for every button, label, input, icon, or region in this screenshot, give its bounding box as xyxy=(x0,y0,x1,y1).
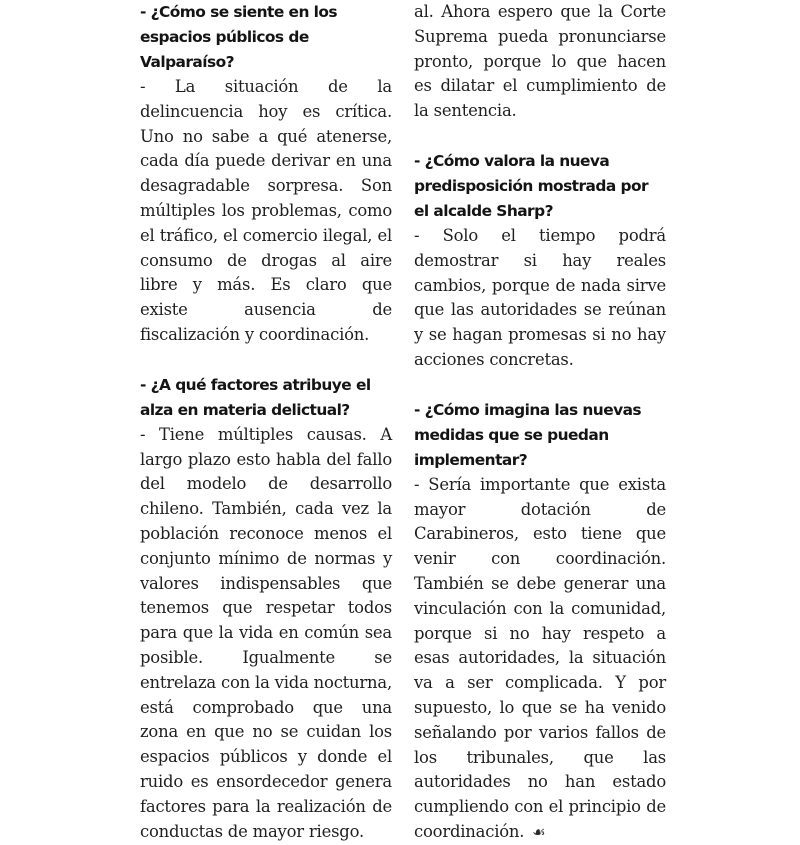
paragraph-gap xyxy=(414,373,666,398)
left-column xyxy=(140,0,392,844)
paragraph-gap xyxy=(140,348,392,373)
continued-answer: al. Ahora espero que la Corte Suprema pueda pronunciarse pronto, porque lo que hacen es dilatar el cumplimiento de la sentencia. xyxy=(414,2,666,121)
answer-mayor-sharp: - Solo el tiempo podrá demostrar si hay reales cambios, porque de nada sirve que las autoridades se reúnan y se hagan promesas si no hay acciones concretas. xyxy=(414,225,666,369)
question-crime-factors: - ¿A qué factores atribuye el alza en materia delictual? xyxy=(140,375,371,419)
answer-crime-factors: - Tiene múltiples causas. A largo plazo esto habla del fallo del modelo de desarrollo chileno. También, cada vez la población reconoce menos el conjunto mínimo de normas y valores indispensables que tenemos que respetar todos para que la vida en común sea posible. Igualmente se entrelaza con la vida nocturna, está comprobado que una zona en que no se cuidan los espacios públicos y donde el ruido es ensordecedor genera factores para la realización de conductas de mayor riesgo. xyxy=(140,424,392,841)
right-column xyxy=(414,0,666,845)
answer-new-measures xyxy=(414,473,666,845)
answer-public-spaces: - La situación de la delincuencia hoy es crítica. Uno no sabe a qué atenerse, cada día puede derivar en una desagradable sorpresa. Son múltiples los problemas, como el tráfico, el comercio ilegal, el consumo de drogas al aire libre y más. Es claro que existe ausencia de fiscalización y coordinación. xyxy=(140,77,392,344)
question-public-spaces: - ¿Cómo se siente en los espacios públicos de Valparaíso? xyxy=(140,3,338,71)
question-new-measures: - ¿Cómo imagina las nuevas medidas que se puedan implementar? xyxy=(414,400,642,469)
end-of-article-icon: ☙ xyxy=(532,822,546,841)
paragraph-gap xyxy=(414,124,666,149)
question-mayor-sharp: - ¿Cómo valora la nueva predisposición mostrada por el alcalde Sharp? xyxy=(414,151,649,220)
answer-new-measures-text: - Sería importante que exista mayor dotación de Carabineros, esto tiene que venir con coordinación. También se debe generar una vinculación con la comunidad, porque si no hay respeto a esas autoridades, la situación va a ser complicada. Y por supuesto, lo que se ha venido señalando por varios fallos de los tribunales, que las autoridades no han estado cumpliendo con el principio de coordinación. xyxy=(414,474,666,841)
